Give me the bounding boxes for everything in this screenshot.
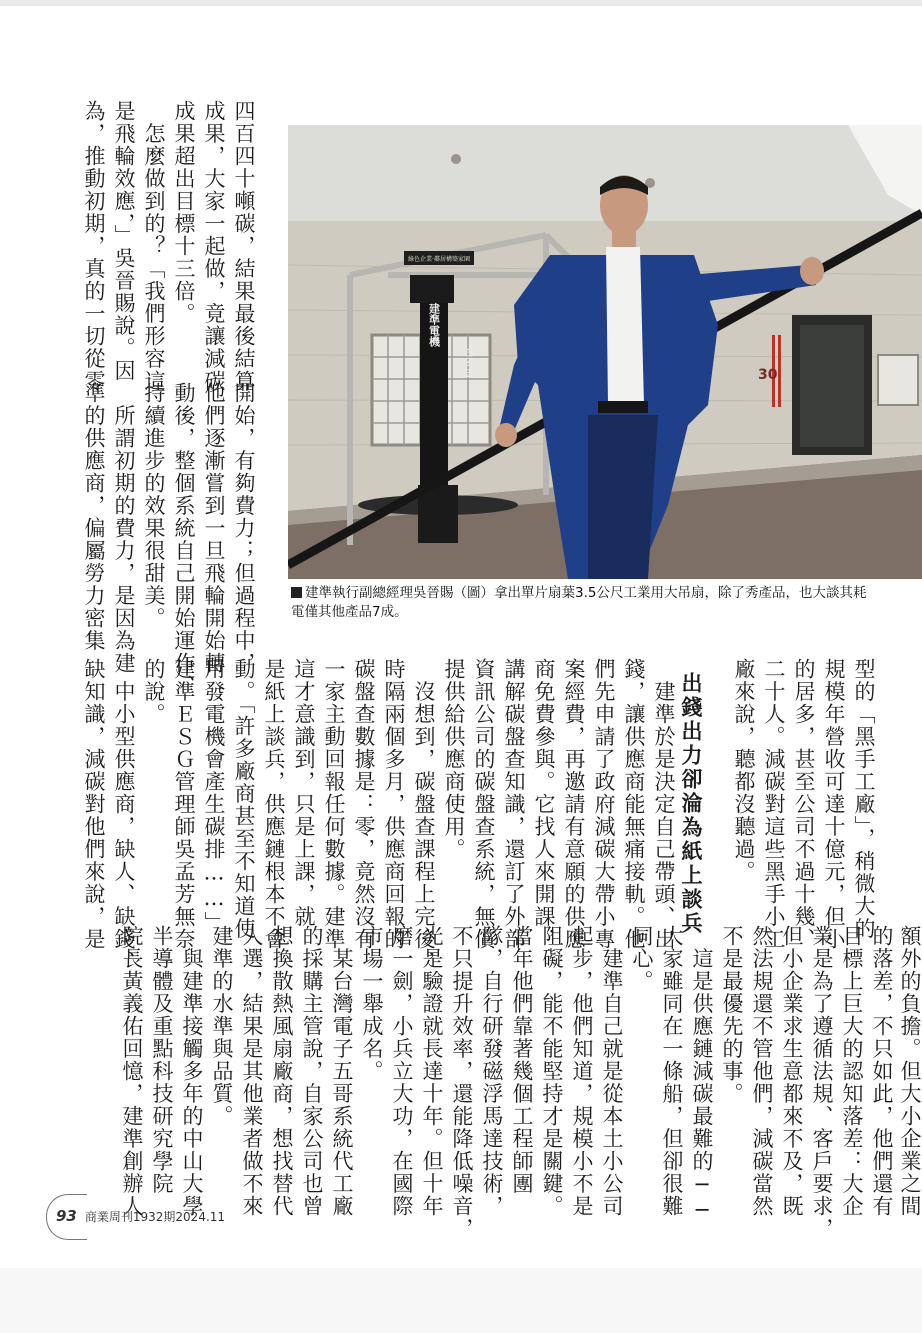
text-column [168, 382, 198, 697]
text-column [356, 925, 386, 1083]
text-line: 同心。 [630, 925, 654, 993]
text-column [716, 925, 746, 1105]
text-line: 資訊公司的碳盤查系統，無償 [472, 658, 496, 951]
text-line: 建準自己就是從本土小公司 [600, 925, 624, 1218]
text-line: 院長黃義佑回憶，建準創辦人 [120, 925, 144, 1218]
text-column [728, 658, 758, 883]
text-line: 講解碳盤查知識，還訂了外部 [502, 658, 526, 951]
text-column [618, 658, 648, 951]
text-line: 錢，讓供應商能無痛接軌。他 [622, 658, 646, 951]
text-column [326, 925, 356, 1218]
text-column [318, 658, 348, 951]
text-line: 所謂初期的費力，是因為建 [112, 382, 136, 675]
text-column [116, 925, 146, 1218]
text-column [236, 925, 266, 1218]
text-line: 人選，結果是其他業者做不來 [240, 925, 264, 1218]
section-subheading: 出錢出力卻淪為紙上談兵 [679, 672, 703, 936]
text-line: 準的供應商，偏屬勞力密集 [82, 382, 106, 652]
text-column [506, 925, 536, 1195]
text-column [686, 925, 716, 1224]
text-line: 們先申請了政府減碳大帶小專 [592, 658, 616, 951]
text-line: 沒想到，碳盤查課程上完後， [412, 658, 436, 973]
text-line: 缺知識，減碳對他們來說，是 [82, 658, 106, 951]
text-line: 他們逐漸嘗到一旦飛輪開始轉 [202, 382, 226, 675]
text-column [656, 925, 686, 1218]
text-line: 想換散熱風扇廠商，想找替代 [270, 925, 294, 1218]
text-line: 這是供應鏈減碳最難的── [690, 925, 714, 1224]
text-line: 不只提升效率，還能降低噪音， [450, 925, 474, 1240]
text-line: 動後，整個系統自己開始運作、 [172, 382, 196, 697]
caption-bullet [291, 587, 302, 598]
text-column [228, 658, 258, 940]
text-line: 二十人。減碳對這些黑手小工 [762, 658, 786, 951]
caption-text: 建準執行副總經理吳晉賜（圖）拿出單片扇葉3.5公尺工業用大吊扇，除了秀產品，也大談其耗電僅其他產品7成。 [291, 585, 867, 620]
text-line: 規模年營收可達十億元，但小 [822, 658, 846, 951]
text-column [416, 925, 446, 1218]
text-column [168, 658, 198, 951]
text-line: 但小企業求生意都來不及，既 [780, 925, 804, 1218]
text-line: 某台灣電子五哥系統代工廠 [330, 925, 354, 1218]
text-column [198, 382, 228, 675]
text-line: 與建準接觸多年的中山大學 [180, 925, 204, 1218]
text-column [348, 658, 378, 951]
text-line: 廠來說，聽都沒聽過。 [732, 658, 756, 883]
text-column [138, 658, 168, 726]
text-line: 提供給供應商使用。 [442, 658, 466, 861]
text-column [566, 925, 596, 1218]
text-column [626, 925, 656, 993]
text-column [438, 658, 468, 861]
text-line: 建準的水準與品質。 [210, 925, 234, 1128]
text-line: 商免費參與。它找人來開課， [532, 658, 556, 951]
page-top-edge [0, 0, 922, 6]
fan-housing [410, 275, 454, 303]
text-line: 這才意識到，只是上課，就 [292, 658, 316, 928]
text-column [476, 925, 506, 1218]
text-column [836, 925, 866, 1218]
text-line: 光是驗證就長達十年。但十年 [420, 925, 444, 1218]
text-column [788, 658, 818, 951]
page-number: 93 [56, 1207, 77, 1225]
text-column [446, 925, 476, 1240]
text-column [198, 658, 228, 934]
text-column [558, 658, 588, 951]
text-line: 的落差，不只如此，他們還有 [870, 925, 894, 1218]
ceiling-light [451, 154, 461, 164]
text-line: 碳盤查數據是：零，竟然沒有 [352, 658, 376, 951]
text-line: 阻礙，能不能堅持才是關鍵。 [540, 925, 564, 1218]
text-column [758, 658, 788, 951]
text-line: 四百四十噸碳，結果最後結算 [232, 100, 256, 393]
text-column [848, 658, 878, 940]
page-number-arc [46, 1194, 87, 1240]
text-column [206, 925, 236, 1128]
text-column [596, 925, 626, 1218]
text-column [288, 658, 318, 928]
issue-info: 商業周刊1932期2024.11 [84, 1209, 226, 1224]
text-column [746, 925, 776, 1218]
text-column [198, 100, 228, 393]
text-column [818, 658, 848, 951]
text-column [228, 100, 258, 393]
text-column [468, 658, 498, 951]
text-line: 建準於是決定自己帶頭、出 [652, 658, 676, 951]
text-column [138, 382, 168, 630]
text-column [386, 925, 416, 1218]
text-column [588, 658, 618, 951]
text-line: 建準ＥＳＧ管理師吳孟芳無奈 [172, 658, 196, 951]
text-column [528, 658, 558, 951]
text-column [378, 658, 408, 951]
text-line: 額外的負擔。但大小企業之間 [898, 925, 922, 1218]
text-line: 是紙上談兵，供應鏈根本不會 [262, 658, 286, 951]
text-line: 目標上巨大的認知落差：大企 [840, 925, 864, 1218]
text-line: 的居多，甚至公司不過十幾、 [792, 658, 816, 951]
text-column [146, 925, 176, 1195]
window [878, 355, 918, 405]
text-column [258, 658, 288, 951]
text-line: 是飛輪效應，」吳晉賜說。因 [112, 100, 136, 382]
text-line: 不是最優先的事。 [720, 925, 744, 1105]
text-line: 開始，有夠費力；但過程中， [232, 382, 256, 675]
text-column [78, 382, 108, 652]
text-line: 怎麼做到的？「我們形容這 [142, 100, 166, 393]
text-line: 然法規還不管他們，減碳當然 [750, 925, 774, 1218]
text-line: 中小型供應商，缺人、缺錢、 [112, 658, 136, 973]
text-column [776, 925, 806, 1218]
text-column [648, 658, 678, 951]
door-number: 30 [758, 367, 778, 383]
text-line: 時隔兩個多月，供應商回報的 [382, 658, 406, 951]
text-column [498, 658, 528, 951]
text-column [108, 382, 138, 675]
article-photo [288, 125, 922, 579]
text-column [228, 382, 258, 675]
text-column [108, 100, 138, 382]
text-line: 一家主動回報任何數據。建準 [322, 658, 346, 951]
text-line: 大家雖同在一條船，但卻很難 [660, 925, 684, 1218]
text-line: 半導體及重點科技研究學院 [150, 925, 174, 1195]
text-column [176, 925, 206, 1218]
text-column [168, 100, 198, 325]
text-line: 隊，自行研發磁浮馬達技術， [480, 925, 504, 1218]
text-column [266, 925, 296, 1218]
photo-caption [291, 584, 871, 622]
text-line: 案經費，再邀請有意願的供應 [562, 658, 586, 951]
page-footer [46, 1194, 225, 1238]
text-line: 的採購主管說，自家公司也曾 [300, 925, 324, 1218]
text-line: 型的「黑手工廠」，稍微大的 [852, 658, 876, 940]
text-line: 成果，大家一起做，竟讓減碳 [202, 100, 226, 393]
text-line: 業是為了遵循法規、客戶要求， [810, 925, 834, 1240]
stand-sign-text: 綠色企業‧鄰居構築家園 [408, 256, 470, 263]
text-column [806, 925, 836, 1240]
text-line: 為，推動初期，真的一切從零 [82, 100, 106, 393]
text-line: 用發電機會產生碳排……」 [202, 658, 226, 934]
text-column [894, 925, 922, 1218]
pole-label: 建準電機 [427, 303, 441, 347]
text-column [78, 100, 108, 393]
text-column [536, 925, 566, 1218]
text-column [296, 925, 326, 1218]
text-line: 的說。 [142, 658, 166, 726]
text-line: 磨一劍，小兵立大功，在國際 [390, 925, 414, 1218]
text-line: 持續進步的效果很甜美。 [142, 382, 166, 630]
page-bottom-margin [0, 1268, 922, 1333]
text-line: 成果超出目標十三倍。 [172, 100, 196, 325]
text-column [78, 658, 108, 951]
text-line: 市場一舉成名。 [360, 925, 384, 1083]
brand-logo: SUNON [463, 345, 473, 378]
photo-illustration [288, 125, 922, 579]
text-line: 動。「許多廠商甚至不知道使 [232, 658, 256, 940]
text-line: 當年他們靠著幾個工程師團 [510, 925, 534, 1195]
text-column [866, 925, 896, 1218]
text-line: 起步，他們知道，規模小不是 [570, 925, 594, 1218]
text-column [138, 100, 168, 393]
